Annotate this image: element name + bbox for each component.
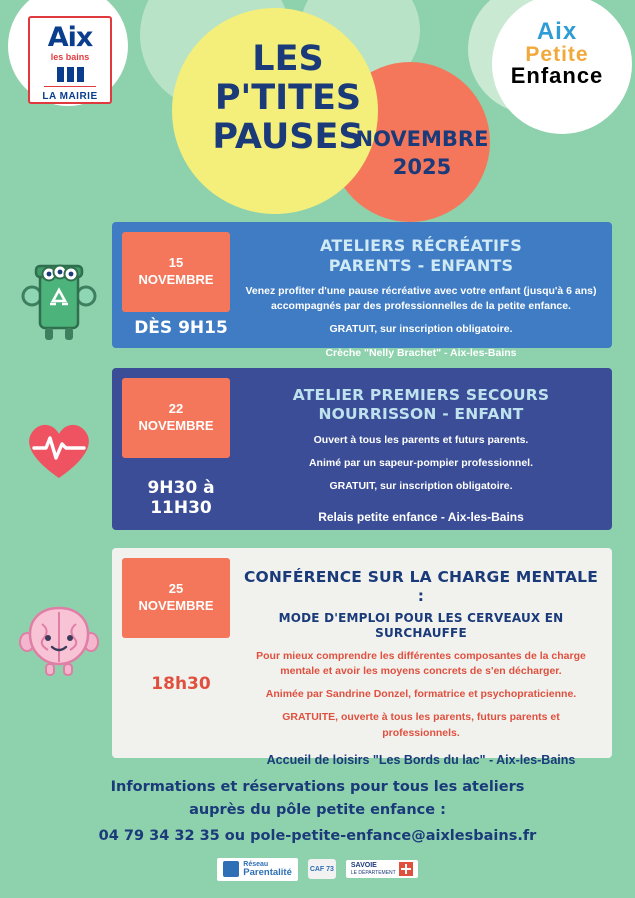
savoie-line2: LE DÉPARTEMENT [350,870,396,877]
footer-line-1: Informations et réservations pour tous les ateliers [110,779,525,795]
event-day: 22 [168,401,184,417]
logo-caf: CAF 73 [308,859,336,879]
event-info: GRATUIT, sur inscription obligatoire. [329,480,513,493]
event-body [242,568,600,767]
event-date-badge [122,232,230,312]
recycling-bin-character-icon [16,258,102,349]
savoie-line1: SAVOIE [350,862,377,870]
event-venue: Crèche "Nelly Brachet" - Aix-les-Bains [325,346,517,359]
header-month [352,125,492,182]
event-description: Ouvert à tous les parents et futurs parents. [313,433,529,446]
event-body [242,236,600,369]
event-title-line2: PARENTS - ENFANTS [328,256,514,275]
month-label: NOVEMBRE [355,127,489,151]
event-title-line1: CONFÉRENCE SUR LA CHARGE MENTALE : [243,568,599,606]
title-line-1: LES [252,39,324,79]
event-month: NOVEMBRE [138,598,214,613]
event-month: NOVEMBRE [138,418,214,433]
event-description: Venez profiter d'une pause récréative avec votre enfant (jusqu'à 6 ans) accompagnés par des professionnelles de la petite enfance. [245,285,597,313]
event-day: 15 [168,255,184,271]
event-venue: Accueil de loisirs "Les Bords du lac" - Aix-les-Bains [266,752,576,767]
event-date-badge [122,378,230,458]
year-label: 2025 [392,155,452,180]
event-time: 9H30 à 11H30 [147,478,215,518]
event-title-line2: MODE D'EMPLOI POUR LES CERVEAUX EN SURCHAUFFE [278,610,564,640]
brain-character-icon [16,600,102,683]
logo-ape-line2: Petite [525,43,589,66]
event-info: GRATUITE, ouverte à tous les parents, futurs parents et professionnels. [282,711,560,739]
savoie-cross-icon [399,862,413,876]
footer-contact [0,776,635,844]
event-time: 18h30 [151,674,211,694]
event-card-2 [112,368,612,530]
footer-contact-info: 04 79 34 32 35 ou pole-petite-enfance@aixlesbains.fr [98,828,537,845]
logo-red-bar [44,86,96,87]
logo-ape-line3: Enfance [510,63,604,88]
title-line-2: P'TITES [214,78,362,119]
logo-ape-line1: Aix [536,18,578,45]
event-venue: Relais petite enfance - Aix-les-Bains [318,510,524,525]
reseau-line2: Parentalité [243,867,292,878]
event-day: 25 [168,581,184,597]
logo-aix-petite-enfance [491,20,623,87]
logo-les-bains-text: les bains [50,52,90,62]
event-title-line1: ATELIERS RÉCRÉATIFS [320,236,522,255]
event-month: NOVEMBRE [138,272,214,287]
logo-savoie-departement [346,860,418,878]
event-time: DÈS 9H15 [134,318,228,338]
event-title-line1: ATELIER PREMIERS SECOURS [292,386,550,404]
event-body [242,386,600,524]
event-description-2: Animée par Sandrine Donzel, formatrice et psychopraticienne. [265,688,577,701]
footer-line-2: auprès du pôle petite enfance : [189,802,446,819]
logo-la-mairie-text: LA MAIRIE [42,91,98,102]
event-title [242,568,600,641]
logo-aix-text: Aix [47,22,93,53]
event-title [242,236,600,276]
logo-reseau-parentalite [217,858,298,881]
title-line-3: PAUSES [212,117,364,158]
logo-columns-icon [57,67,84,82]
logo-mairie-aix-les-bains [28,16,112,104]
event-card-1 [112,222,612,359]
event-description: Pour mieux comprendre les différentes composantes de la charge mentale et avoir les moyens concrets de s'en décharger. [256,649,586,677]
event-title-line2: NOURRISSON - ENFANT [318,405,524,424]
event-info: GRATUIT, sur inscription obligatoire. [329,323,513,336]
partner-logos [0,858,635,881]
heart-pulse-icon [16,412,102,489]
event-description-2: Animé par un sapeur-pompier professionnel. [308,456,534,469]
reseau-mark-icon [223,861,239,877]
event-card-3 [112,548,612,767]
event-date-badge [122,558,230,638]
event-title [242,386,600,425]
reseau-line1: Réseau [243,861,269,868]
